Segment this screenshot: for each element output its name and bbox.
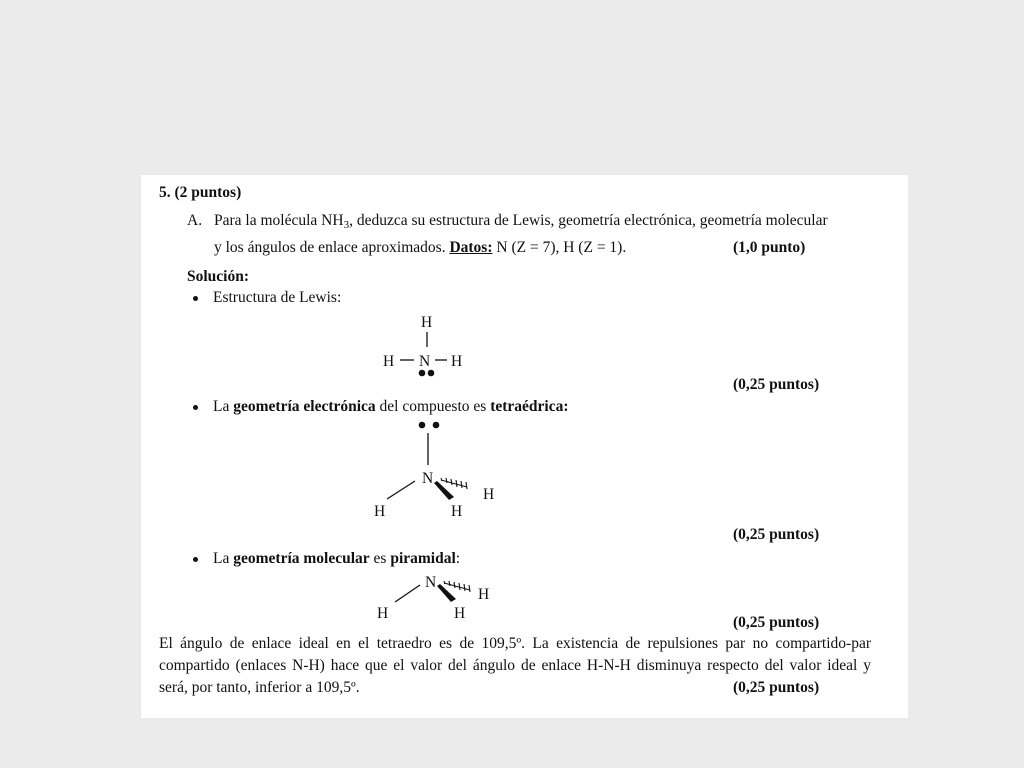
points-molecular: (0,25 puntos) — [733, 614, 820, 631]
lewis-h-right: H — [451, 353, 463, 370]
datos-label: Datos: — [449, 239, 493, 256]
lewis-structure-diagram — [383, 314, 462, 376]
conclusion-paragraph — [159, 633, 871, 699]
conclusion-line-3: será, por tanto, inferior a 109,5º. — [159, 679, 360, 696]
lewis-h-left: H — [383, 353, 395, 370]
lone-pair-dot — [419, 422, 426, 429]
pyr-n: N — [425, 574, 437, 591]
statement-line-2: y los ángulos de enlace aproximados. Datos: N (Z = 7), H (Z = 1). — [214, 239, 627, 256]
conclusion-line-3-wrap — [159, 677, 871, 699]
lewis-h-top: H — [421, 314, 433, 331]
lone-pair-dot — [433, 422, 440, 429]
lewis-n: N — [419, 353, 431, 370]
wedge-bond — [437, 584, 456, 602]
pyr-h-back: H — [478, 586, 490, 603]
tetrahedral-diagram — [374, 422, 494, 520]
part-letter: A. — [187, 212, 203, 229]
points-conclusion: (0,25 puntos) — [733, 679, 820, 696]
pyr-h-front: H — [454, 605, 466, 622]
pyr-h-left: H — [377, 605, 389, 622]
lone-pair-dot — [419, 370, 426, 377]
points-electronic: (0,25 puntos) — [733, 526, 820, 543]
question-header: 5. (2 puntos) — [159, 184, 242, 201]
statement-line-1: Para la molécula NH3, deduzca su estructura de Lewis, geometría electrónica, geometría molecular — [214, 212, 828, 231]
tetra-h-front: H — [451, 503, 463, 520]
pyramidal-diagram — [377, 574, 489, 622]
wedge-bond — [434, 481, 454, 500]
part-a-points: (1,0 punto) — [733, 239, 806, 256]
document-page — [141, 175, 908, 718]
tetra-h-left: H — [374, 503, 386, 520]
hashed-bond — [444, 581, 470, 592]
lone-pair-dot — [428, 370, 435, 377]
conclusion-line-2: compartido (enlaces N-H) hace que el valor del ángulo de enlace H-N-H disminuya respecto del valor ideal y — [159, 657, 871, 674]
points-lewis: (0,25 puntos) — [733, 376, 820, 393]
solution-label: Solución: — [187, 268, 250, 285]
tetra-h-back: H — [483, 486, 495, 503]
tetra-n: N — [422, 470, 434, 487]
conclusion-line-1: El ángulo de enlace ideal en el tetraedro es de 109,5º. La existencia de repulsiones par no compartido-par — [159, 635, 871, 652]
molecular-geometry-line: La geometría molecular es piramidal: — [213, 550, 461, 567]
electronic-geometry-line: La geometría electrónica del compuesto es tetraédrica: — [213, 398, 569, 415]
lewis-label: Estructura de Lewis: — [213, 289, 342, 306]
hashed-bond — [441, 478, 467, 489]
